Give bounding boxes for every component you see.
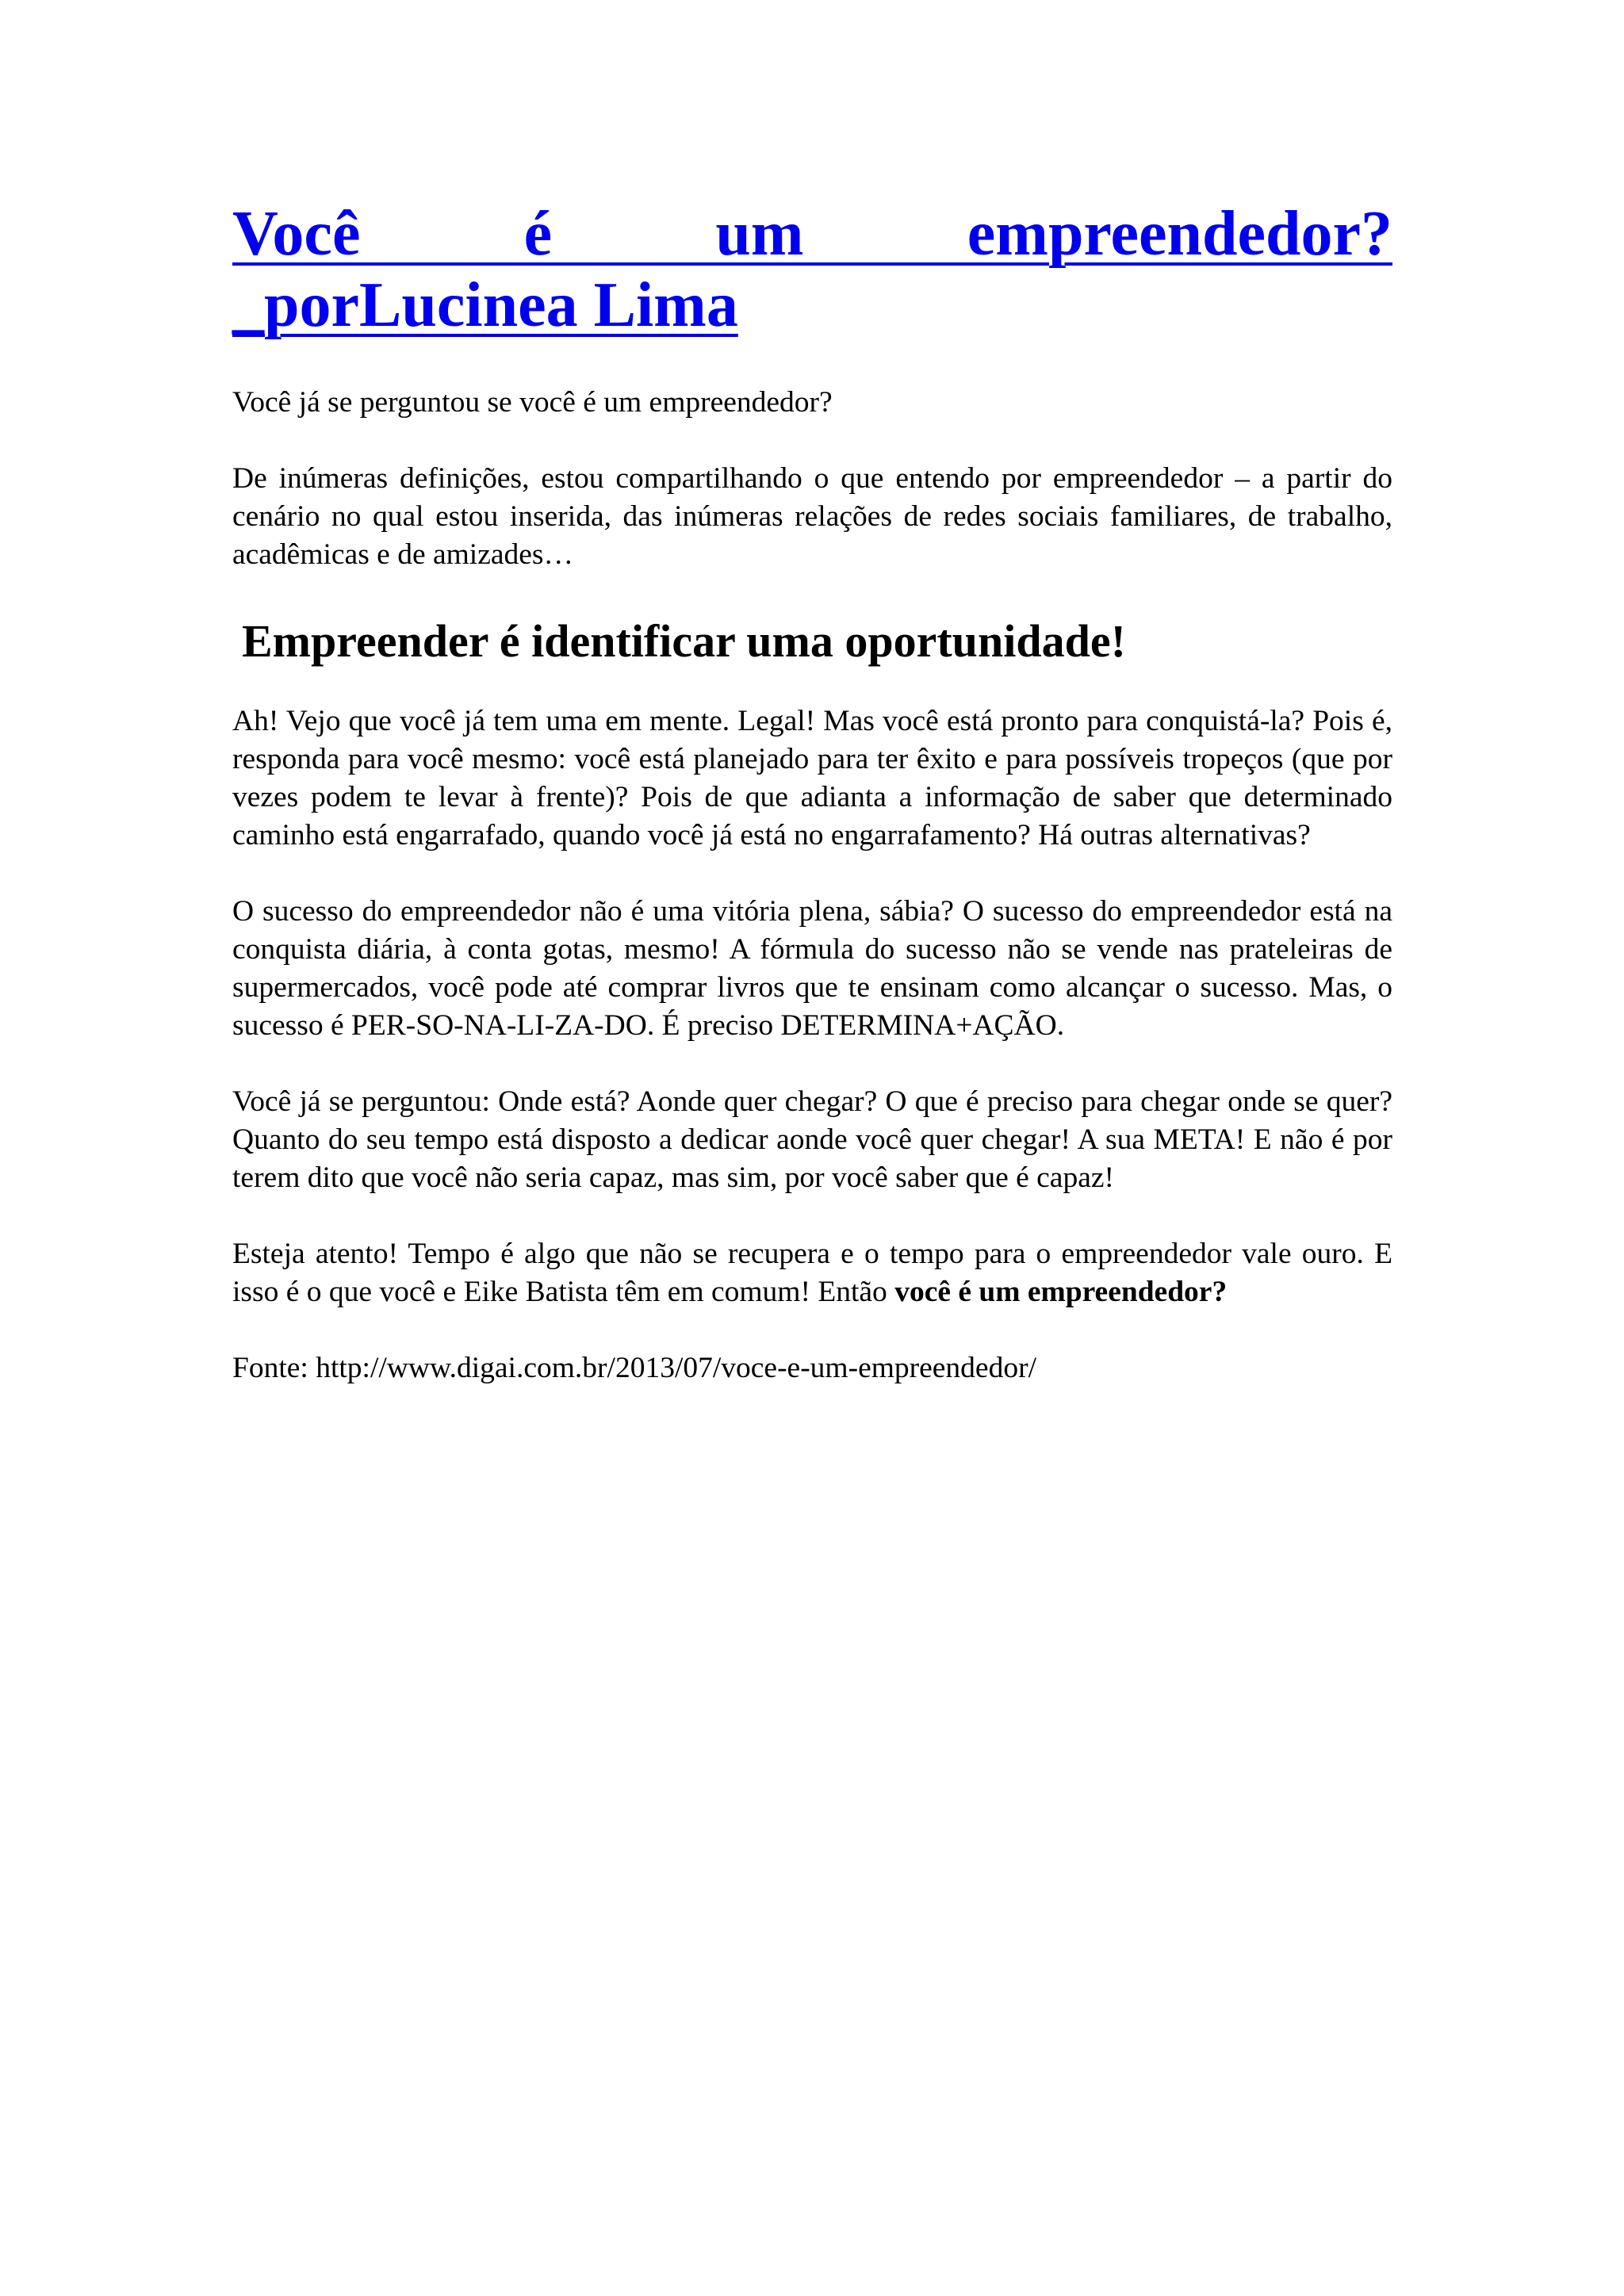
opportunity-paragraph: Ah! Vejo que você já tem uma em mente. Legal! Mas você está pronto para conquistá-la? Pois é, responda para você mesmo: você está planejado para ter êxito e para possíveis tropeços (que por vezes podem te levar à frente)? Pois de que adianta a informação de saber que determinado caminho está engarrafado, quando você já está no engarrafamento? Há outras alternativas? xyxy=(232,705,1392,851)
document-page xyxy=(232,198,1392,1387)
intro-question: Você já se perguntou se você é um empreendedor? xyxy=(232,386,833,419)
title-line-2[interactable]: _porLucinea Lima xyxy=(232,270,738,340)
goal-paragraph: Você já se perguntou: Onde está? Aonde quer chegar? O que é preciso para chegar onde se quer? Quanto do seu tempo está disposto a dedicar aonde você quer chegar! A sua META! E não é por terem dito que você não seria capaz, mas sim, por você saber que é capaz! xyxy=(232,1085,1392,1194)
time-paragraph-text: Esteja atento! Tempo é algo que não se recupera e o tempo para o empreendedor vale ouro. E isso é o que você e Eike Batista têm em comum! Então xyxy=(232,1238,1392,1308)
success-paragraph: O sucesso do empreendedor não é uma vitória plena, sábia? O sucesso do empreendedor está na conquista diária, à conta gotas, mesmo! A fórmula do sucesso não se vende nas prateleiras de supermercados, você pode até comprar livros que te ensinam como alcançar o sucesso. Mas, o sucesso é PER-SO-NA-LI-ZA-DO. É preciso DETERMINA+AÇÃO. xyxy=(232,895,1392,1042)
closing-question: você é um empreendedor? xyxy=(894,1276,1228,1308)
definitions-paragraph: De inúmeras definições, estou compartilhando o que entendo por empreendedor – a partir do cenário no qual estou inserida, das inúmeras relações de redes sociais familiares, de trabalho, acadêmicas e de amizades… xyxy=(232,462,1392,571)
source-line: Fonte: http://www.digai.com.br/2013/07/voce-e-um-empreendedor/ xyxy=(232,1352,1036,1384)
document-title-link[interactable] xyxy=(232,198,1392,341)
time-paragraph xyxy=(232,1235,1392,1311)
section-heading: Empreender é identificar uma oportunidade! xyxy=(242,615,1126,667)
title-line-1[interactable]: Você é um empreendedor? xyxy=(232,199,1392,269)
